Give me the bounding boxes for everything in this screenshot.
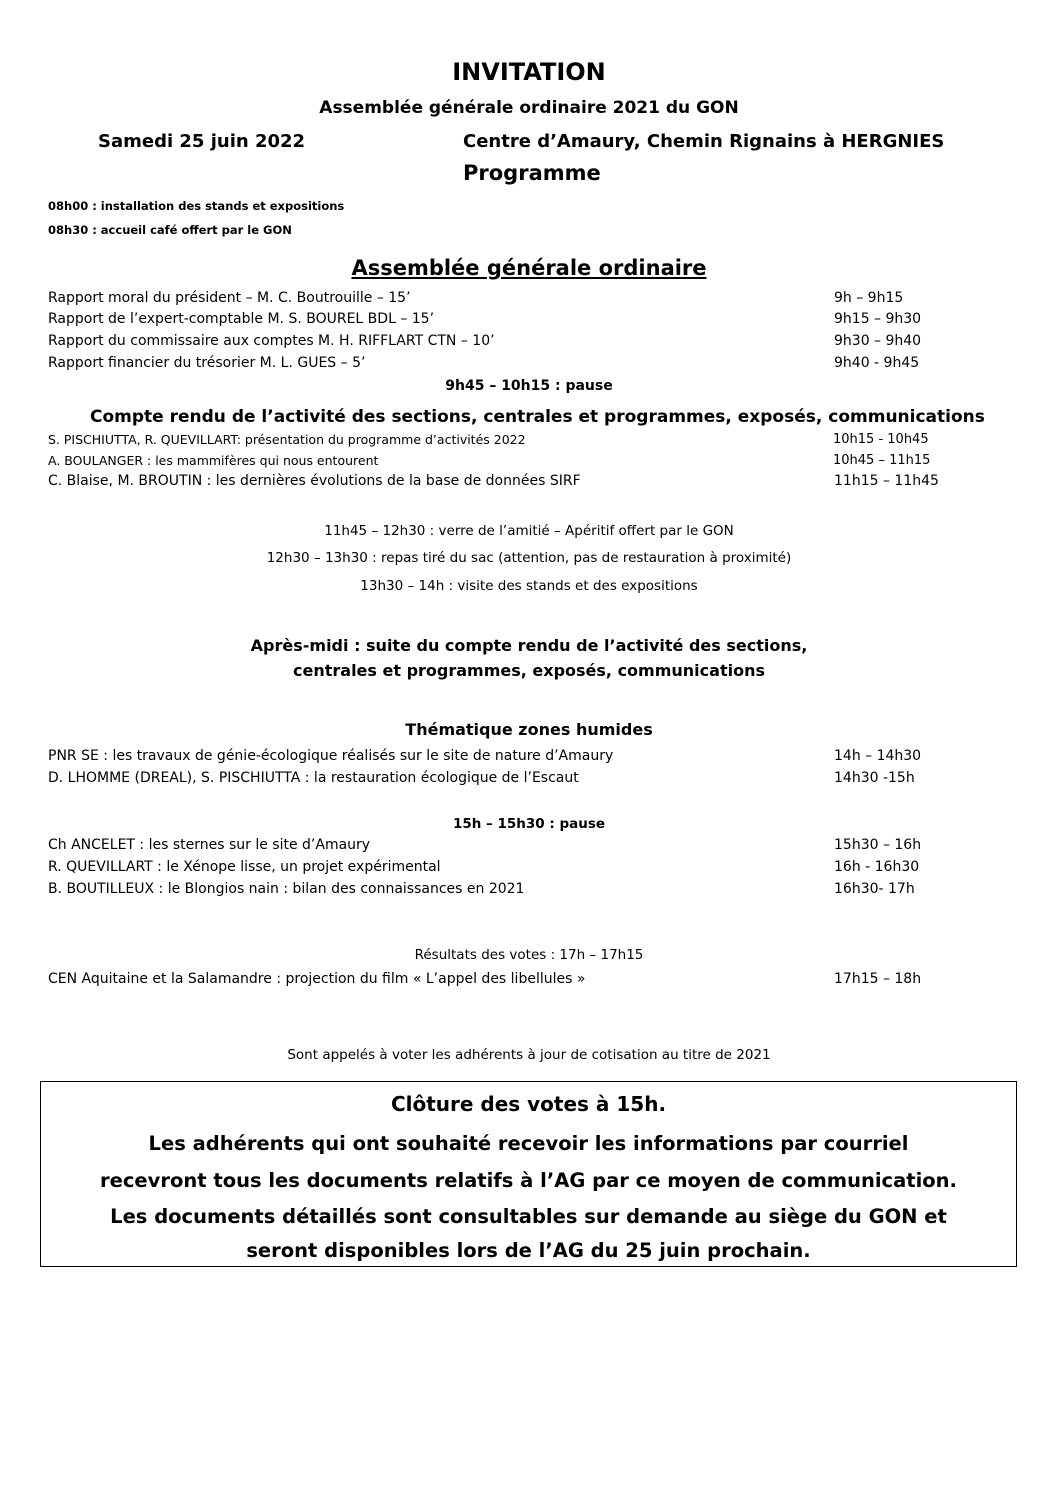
compte-rendu-time: 10h15 - 10h45 <box>833 432 929 447</box>
ago-item-label: Rapport de l’expert-comptable M. S. BOUREL BDL – 15’ <box>48 311 435 327</box>
notice-line: recevront tous les documents relatifs à l’AG par ce moyen de communication. <box>100 1169 957 1192</box>
afternoon-pause: 15h – 15h30 : pause <box>452 816 606 832</box>
afternoon-time: 14h30 -15h <box>834 770 915 786</box>
afternoon-heading-line1: Après-midi : suite du compte rendu de l’activité des sections, <box>250 636 808 655</box>
afternoon-label: R. QUEVILLART : le Xénope lisse, un projet expérimental <box>48 859 441 875</box>
afternoon-time: 15h30 – 16h <box>834 837 922 853</box>
afternoon-time: 16h30- 17h <box>834 881 915 897</box>
voters-note: Sont appelés à voter les adhérents à jour de cotisation au titre de 2021 <box>287 1047 771 1063</box>
film-label: CEN Aquitaine et la Salamandre : projection du film « L’appel des libellules » <box>48 971 586 987</box>
afternoon-label: PNR SE : les travaux de génie-écologique réalisés sur le site de nature d’Amaury <box>48 748 614 764</box>
ago-item-label: Rapport moral du président – M. C. Boutrouille – 15’ <box>48 290 411 306</box>
programme-heading: Programme <box>463 161 601 185</box>
theme-heading: Thématique zones humides <box>405 720 653 739</box>
midday-item: 12h30 – 13h30 : repas tiré du sac (attention, pas de restauration à proximité) <box>266 550 792 566</box>
ago-heading: Assemblée générale ordinaire <box>351 256 707 280</box>
afternoon-heading-line2: centrales et programmes, exposés, communications <box>293 661 765 680</box>
compte-rendu-time: 11h15 – 11h45 <box>834 473 939 489</box>
ago-item-time: 9h40 - 9h45 <box>834 355 920 371</box>
morning-item: 08h00 : installation des stands et expositions <box>48 199 345 213</box>
notice-box <box>40 1081 1017 1267</box>
event-subtitle: Assemblée générale ordinaire 2021 du GON <box>319 98 739 118</box>
compte-rendu-label: A. BOULANGER : les mammifères qui nous entourent <box>48 453 379 468</box>
afternoon-time: 16h - 16h30 <box>834 859 920 875</box>
ago-item-label: Rapport du commissaire aux comptes M. H. RIFFLART CTN – 10’ <box>48 333 495 349</box>
compte-rendu-label: C. Blaise, M. BROUTIN : les dernières évolutions de la base de données SIRF <box>48 473 581 489</box>
morning-item: 08h30 : accueil café offert par le GON <box>48 223 292 237</box>
notice-line: seront disponibles lors de l’AG du 25 juin prochain. <box>246 1239 811 1262</box>
ago-item-time: 9h – 9h15 <box>834 290 904 306</box>
page-title: INVITATION <box>452 58 606 86</box>
ago-item-time: 9h15 – 9h30 <box>834 311 922 327</box>
notice-line: Les adhérents qui ont souhaité recevoir les informations par courriel <box>148 1132 909 1155</box>
notice-line: Clôture des votes à 15h. <box>390 1092 667 1116</box>
midday-item: 11h45 – 12h30 : verre de l’amitié – Apéritif offert par le GON <box>324 523 734 539</box>
compte-rendu-time: 10h45 – 11h15 <box>833 453 931 468</box>
ago-pause: 9h45 – 10h15 : pause <box>445 378 613 394</box>
event-location: Centre d’Amaury, Chemin Rignains à HERGNIES <box>463 131 945 152</box>
afternoon-time: 14h – 14h30 <box>834 748 922 764</box>
notice-line: Les documents détaillés sont consultables sur demande au siège du GON et <box>110 1205 947 1228</box>
afternoon-label: D. LHOMME (DREAL), S. PISCHIUTTA : la restauration écologique de l’Escaut <box>48 770 579 786</box>
ago-item-time: 9h30 – 9h40 <box>834 333 922 349</box>
film-time: 17h15 – 18h <box>834 971 922 987</box>
ago-item-label: Rapport financier du trésorier M. L. GUES – 5’ <box>48 355 366 371</box>
compte-rendu-label: S. PISCHIUTTA, R. QUEVILLART: présentation du programme d’activités 2022 <box>48 432 526 447</box>
afternoon-label: B. BOUTILLEUX : le Blongios nain : bilan des connaissances en 2021 <box>48 881 525 897</box>
votes-results: Résultats des votes : 17h – 17h15 <box>414 947 644 963</box>
afternoon-label: Ch ANCELET : les sternes sur le site d’Amaury <box>48 837 371 853</box>
event-date: Samedi 25 juin 2022 <box>98 131 306 152</box>
midday-item: 13h30 – 14h : visite des stands et des expositions <box>360 578 698 594</box>
compte-rendu-heading: Compte rendu de l’activité des sections, centrales et programmes, exposés, communications <box>90 407 985 427</box>
